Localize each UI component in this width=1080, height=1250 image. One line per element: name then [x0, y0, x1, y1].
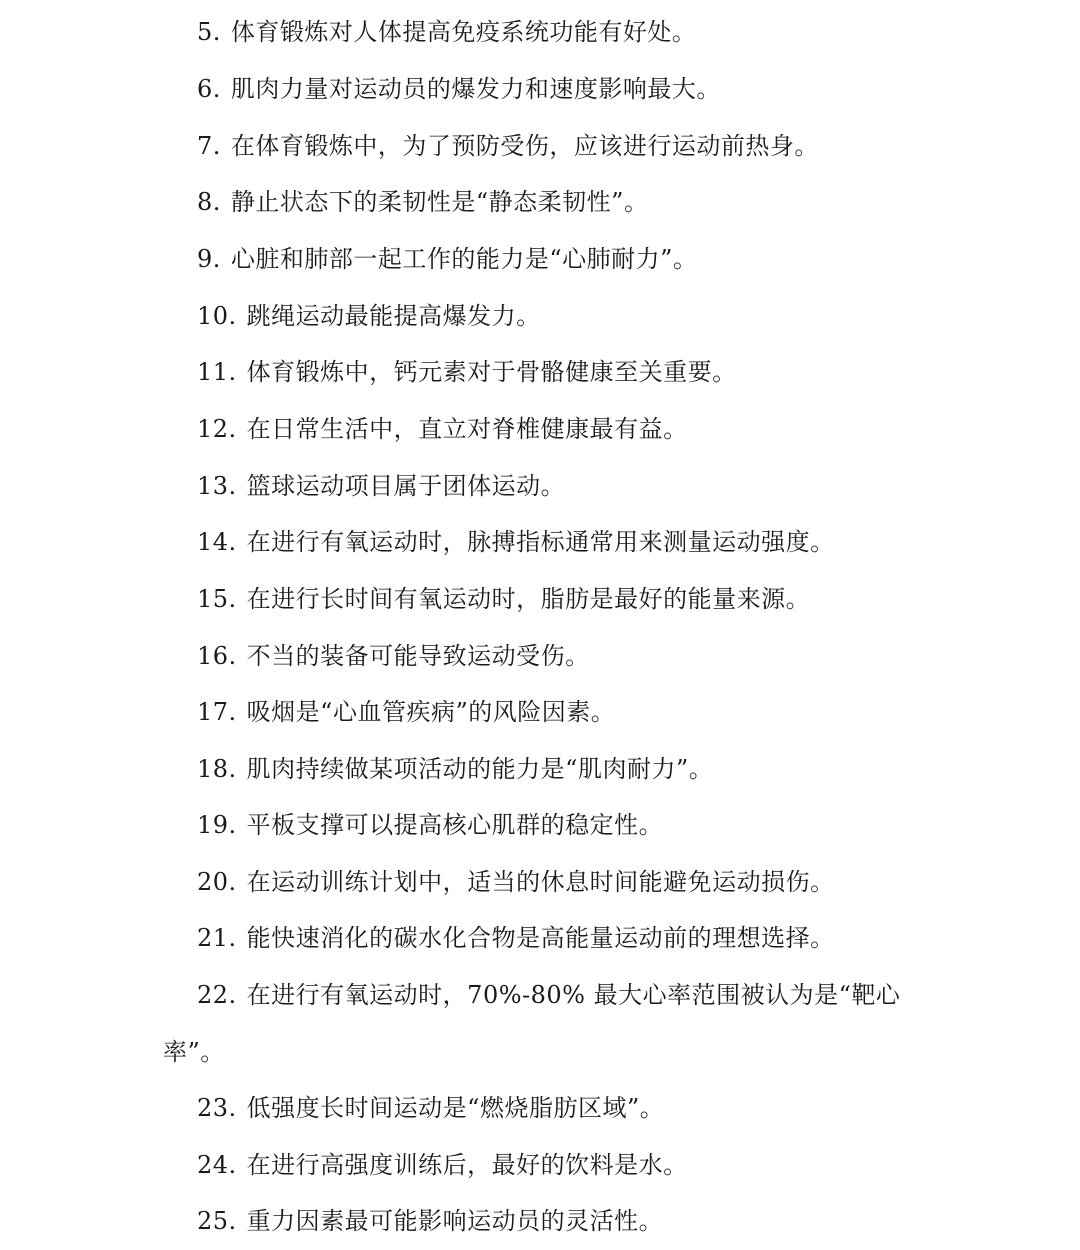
- item-text: 肌肉力量对运动员的爆发力和速度影响最大。: [230, 75, 721, 103]
- list-item: [197, 288, 930, 345]
- item-number: 14.: [197, 528, 237, 556]
- list-item: [197, 910, 930, 967]
- item-text: 静止状态下的柔韧性是“静态柔韧性”。: [230, 188, 649, 216]
- item-text: 跳绳运动最能提高爆发力。: [246, 302, 541, 330]
- item-number: 18.: [197, 755, 237, 783]
- item-text: 平板支撑可以提高核心肌群的稳定性。: [246, 811, 664, 839]
- item-number: 11.: [197, 358, 237, 386]
- list-item: [197, 61, 930, 118]
- list-item: [197, 4, 930, 61]
- item-text: 在进行长时间有氧运动时，脂肪是最好的能量来源。: [246, 585, 811, 613]
- item-number: 7.: [197, 132, 221, 160]
- list-item: [197, 797, 930, 854]
- item-text: 肌肉持续做某项活动的能力是“肌肉耐力”。: [246, 755, 714, 783]
- item-number: 6.: [197, 75, 221, 103]
- item-text: 吸烟是“心血管疾病”的风险因素。: [246, 698, 616, 726]
- item-text: 心脏和肺部一起工作的能力是“心肺耐力”。: [230, 245, 698, 273]
- item-number: 12.: [197, 415, 237, 443]
- item-number: 5.: [197, 18, 221, 46]
- item-number: 9.: [197, 245, 221, 273]
- list-item: [197, 231, 930, 288]
- list-item: [197, 514, 930, 571]
- item-number: 24.: [197, 1151, 237, 1179]
- item-number: 25.: [197, 1207, 237, 1235]
- item-text: 重力因素最可能影响运动员的灵活性。: [246, 1207, 664, 1235]
- list-item: [197, 571, 930, 628]
- list-item: [197, 1080, 930, 1137]
- list-item-continuation: 率”。: [163, 1038, 225, 1066]
- list-item: [197, 1193, 930, 1250]
- list-item: [197, 628, 930, 685]
- list-item: [197, 118, 930, 175]
- list-item: [197, 741, 930, 798]
- item-text: 能快速消化的碳水化合物是高能量运动前的理想选择。: [246, 924, 835, 952]
- item-number: 23.: [197, 1094, 237, 1122]
- item-number: 8.: [197, 188, 221, 216]
- item-text: 在进行有氧运动时，脉搏指标通常用来测量运动强度。: [246, 528, 835, 556]
- list-item: [197, 967, 930, 1024]
- item-text: 体育锻炼对人体提高免疫系统功能有好处。: [230, 18, 697, 46]
- item-text: 在运动训练计划中，适当的休息时间能避免运动损伤。: [246, 868, 835, 896]
- item-text: 不当的装备可能导致运动受伤。: [246, 642, 590, 670]
- list-item: [197, 854, 930, 911]
- item-number: 15.: [197, 585, 237, 613]
- list-item: [197, 344, 930, 401]
- item-text: 在进行高强度训练后，最好的饮料是水。: [246, 1151, 688, 1179]
- item-text: 在体育锻炼中，为了预防受伤，应该进行运动前热身。: [230, 132, 819, 160]
- list-item: [197, 458, 930, 515]
- item-text: 低强度长时间运动是“燃烧脂肪区域”。: [246, 1094, 665, 1122]
- item-text: 篮球运动项目属于团体运动。: [246, 472, 566, 500]
- item-text: 在日常生活中，直立对脊椎健康最有益。: [246, 415, 688, 443]
- list-item: [197, 174, 930, 231]
- item-number: 22.: [197, 981, 237, 1009]
- item-number: 19.: [197, 811, 237, 839]
- item-number: 10.: [197, 302, 237, 330]
- item-number: 13.: [197, 472, 237, 500]
- list-item: [197, 684, 930, 741]
- item-text: 体育锻炼中，钙元素对于骨骼健康至关重要。: [246, 358, 737, 386]
- list-item: [197, 401, 930, 458]
- item-number: 16.: [197, 642, 237, 670]
- item-text: 在进行有氧运动时，70%-80% 最大心率范围被认为是“靶心: [246, 981, 901, 1009]
- list-item: [197, 1137, 930, 1194]
- item-number: 17.: [197, 698, 237, 726]
- item-number: 21.: [197, 924, 237, 952]
- item-number: 20.: [197, 868, 237, 896]
